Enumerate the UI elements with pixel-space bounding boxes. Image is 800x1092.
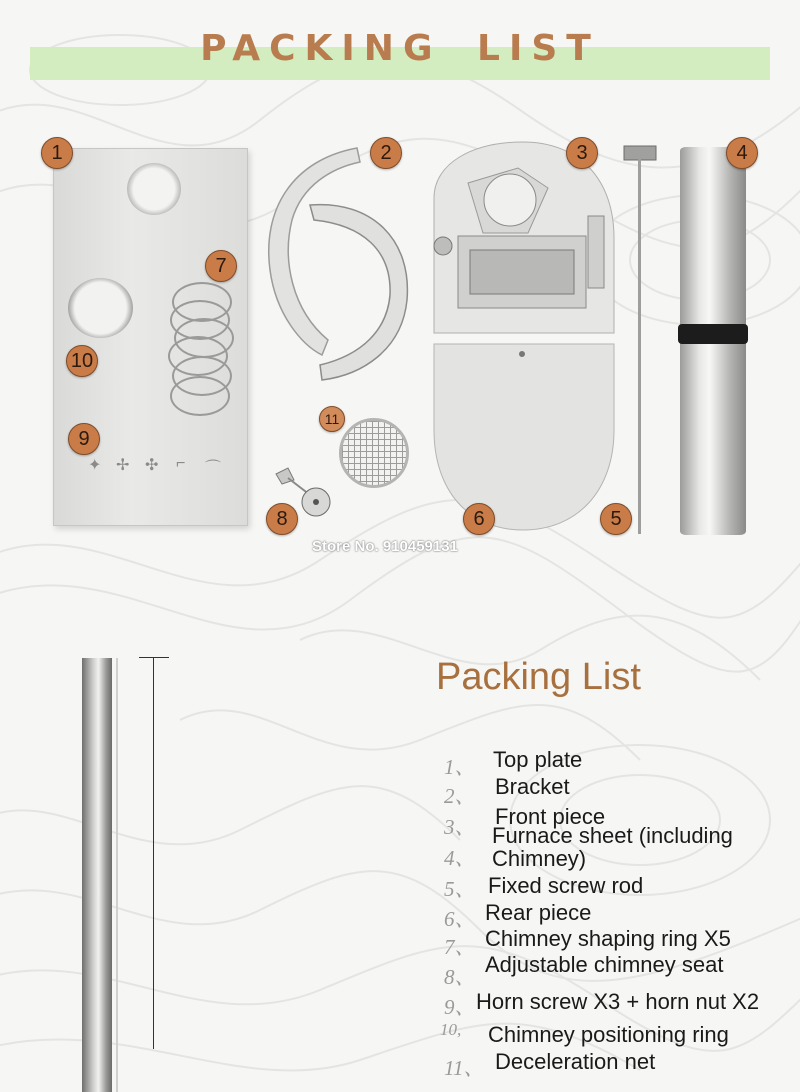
bracket-image xyxy=(262,140,422,400)
list-item-label: Front piece xyxy=(495,804,606,829)
chimney-strap xyxy=(678,324,748,344)
badge-3: 3 xyxy=(566,137,598,169)
list-item-label: Furnace sheet (including xyxy=(492,823,733,848)
packing-list-title: Packing List xyxy=(436,656,641,698)
store-watermark: Store No. 910459131 xyxy=(312,538,458,555)
list-item-label: Bracket xyxy=(495,774,570,799)
plate-chimney-hole xyxy=(127,163,181,215)
list-item-label: Adjustable chimney seat xyxy=(485,952,724,977)
list-item-number: 3、 xyxy=(444,815,476,839)
badge-4: 4 xyxy=(726,137,758,169)
list-item-number: 10, xyxy=(440,1020,462,1039)
list-item-number: 9、 xyxy=(444,995,476,1019)
badge-10: 10 xyxy=(66,345,98,377)
badge-8: 8 xyxy=(266,503,298,535)
chimney-positioning-ring-image xyxy=(68,278,133,338)
list-item-number: 2、 xyxy=(444,784,476,808)
badge-5: 5 xyxy=(600,503,632,535)
chimney-pipe-closeup xyxy=(82,658,112,1092)
list-item-label: Fixed screw rod xyxy=(488,873,644,898)
fixed-screw-rod-image xyxy=(620,144,660,536)
list-item-number: 4、 xyxy=(444,846,476,870)
list-item-number: 1、 xyxy=(444,755,476,779)
list-item-label: Top plate xyxy=(493,747,583,772)
list-item-label: Horn screw X3 + horn nut X2 xyxy=(476,989,760,1014)
list-item-label: Deceleration net xyxy=(495,1049,656,1074)
ruler-line xyxy=(153,657,154,1049)
pipe-edge-line xyxy=(116,658,118,1092)
list-item-number: 8、 xyxy=(444,965,476,989)
list-item-number: 11、 xyxy=(444,1056,485,1080)
rear-piece-image xyxy=(428,340,620,534)
badge-9: 9 xyxy=(68,423,100,455)
list-item-label: Rear piece xyxy=(485,900,592,925)
list-item-label: Chimney shaping ring X5 xyxy=(485,926,731,951)
list-item-label-continued: Chimney) xyxy=(492,846,587,871)
badge-6: 6 xyxy=(463,503,495,535)
ruler-top-tick xyxy=(139,657,169,658)
list-item-label: Chimney positioning ring xyxy=(488,1022,729,1047)
page-title: PACKING LIST xyxy=(200,28,600,69)
list-item-number: 6、 xyxy=(444,907,476,931)
badge-11: 11 xyxy=(319,406,345,432)
badge-7: 7 xyxy=(205,250,237,282)
list-item-number: 5、 xyxy=(444,877,476,901)
deceleration-net-image xyxy=(339,418,409,488)
badge-1: 1 xyxy=(41,137,73,169)
badge-2: 2 xyxy=(370,137,402,169)
list-item-number: 7、 xyxy=(444,935,476,959)
